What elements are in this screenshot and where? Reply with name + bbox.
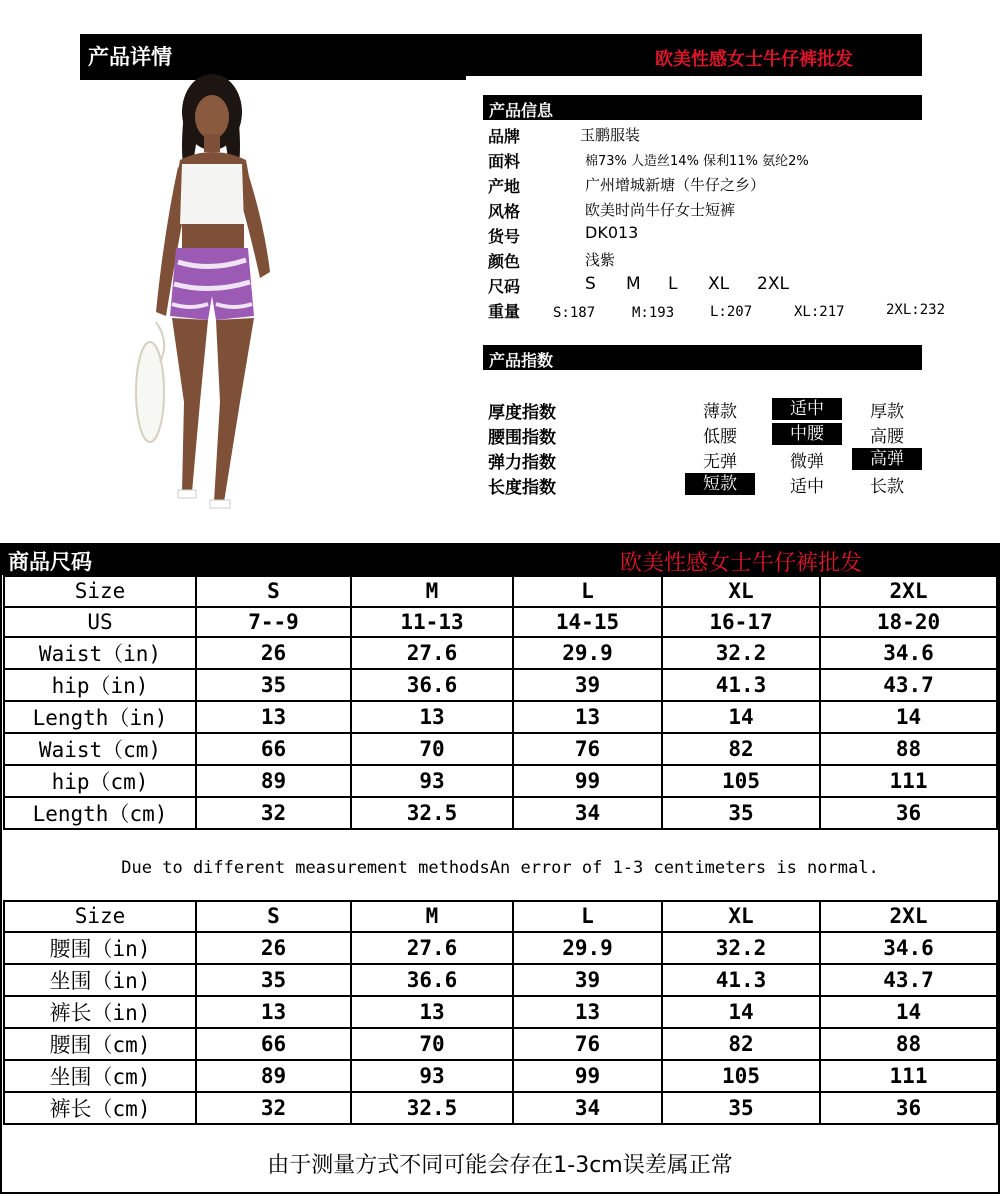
table-cell: S xyxy=(196,576,351,607)
info-label-origin: 产地 xyxy=(488,177,521,196)
table-row xyxy=(4,964,997,996)
table-row-label: 腰围（in) xyxy=(4,932,196,964)
table-cell: 82 xyxy=(662,733,820,765)
table-cell: 43.7 xyxy=(820,964,997,996)
index-option: 无弹 xyxy=(703,452,737,472)
table-cell: XL xyxy=(662,901,820,932)
table-cell: 36 xyxy=(820,1092,997,1124)
info-value-fabric: 棉73% 人造丝14% 保利11% 氨纶2% xyxy=(585,154,809,169)
table-cell: 13 xyxy=(351,996,513,1028)
index-option: 微弹 xyxy=(790,452,824,472)
product-info-bar xyxy=(483,95,922,120)
table-cell: 76 xyxy=(513,733,662,765)
table-cell: 35 xyxy=(662,797,820,829)
size-chart-title: 商品尺码 xyxy=(8,550,92,574)
table-cell: 93 xyxy=(351,765,513,797)
table-row xyxy=(4,765,997,797)
table-row xyxy=(4,1060,997,1092)
weight-xl: XL:217 xyxy=(794,304,845,320)
page-header-bar xyxy=(80,34,922,76)
table-cell: 14 xyxy=(662,701,820,733)
table-cell: 27.6 xyxy=(351,932,513,964)
index-option-selected: 中腰 xyxy=(772,423,842,445)
table-cell: 99 xyxy=(513,765,662,797)
table-row xyxy=(4,797,997,829)
table-cell: 18-20 xyxy=(820,607,997,638)
table-cell: 32.5 xyxy=(351,797,513,829)
table-row-label: Size xyxy=(4,901,196,932)
table-cell: 35 xyxy=(196,964,351,996)
table-cell: 13 xyxy=(513,701,662,733)
info-value-color: 浅紫 xyxy=(585,251,616,269)
weight-m: M:193 xyxy=(632,305,675,321)
table-cell: 66 xyxy=(196,733,351,765)
table-cell: 34 xyxy=(513,797,662,829)
info-label-style: 风格 xyxy=(488,202,521,221)
table-row-label: Size xyxy=(4,576,196,607)
table-cell: 36.6 xyxy=(351,669,513,701)
info-label-fabric: 面料 xyxy=(488,152,521,171)
table-row-label: 裤长（cm) xyxy=(4,1092,196,1124)
table-cell: 14 xyxy=(820,701,997,733)
table-cell: 36.6 xyxy=(351,964,513,996)
index-option: 低腰 xyxy=(703,427,737,447)
table-cell: 2XL xyxy=(820,901,997,932)
table-row-label: hip（in) xyxy=(4,669,196,701)
info-value-brand: 玉鹏服装 xyxy=(580,126,641,144)
size-option-m: M xyxy=(626,274,641,294)
table-cell: 32 xyxy=(196,797,351,829)
table-row xyxy=(4,733,997,765)
table-cell: 111 xyxy=(820,1060,997,1092)
table-cell: 111 xyxy=(820,765,997,797)
weight-l: L:207 xyxy=(710,304,753,320)
table-cell: 93 xyxy=(351,1060,513,1092)
measurement-note-chinese: 由于测量方式不同可能会存在1-3cm误差属正常 xyxy=(267,1153,733,1178)
table-row xyxy=(4,996,997,1028)
table-cell: XL xyxy=(662,576,820,607)
table-cell: 13 xyxy=(351,701,513,733)
table-row xyxy=(4,669,997,701)
table-row-label: Length（in) xyxy=(4,701,196,733)
table-row-label: hip（cm) xyxy=(4,765,196,797)
table-cell: 89 xyxy=(196,765,351,797)
index-label: 长度指数 xyxy=(488,478,556,498)
index-option: 厚款 xyxy=(870,402,904,422)
table-cell: 32.5 xyxy=(351,1092,513,1124)
table-cell: 14-15 xyxy=(513,607,662,638)
table-row-label: Length（cm) xyxy=(4,797,196,829)
table-row-label: Waist（in) xyxy=(4,637,196,669)
table-cell: 34.6 xyxy=(820,637,997,669)
info-label-item-no: 货号 xyxy=(488,227,521,246)
table-cell: 13 xyxy=(513,996,662,1028)
table-cell: 35 xyxy=(196,669,351,701)
product-info-title: 产品信息 xyxy=(489,101,554,120)
table-row xyxy=(4,607,997,638)
table-cell: 43.7 xyxy=(820,669,997,701)
table-cell: 26 xyxy=(196,637,351,669)
size-option-l: L xyxy=(668,274,678,294)
info-value-origin: 广州增城新塘（牛仔之乡） xyxy=(585,176,766,194)
info-value-item-no: DK013 xyxy=(585,223,639,242)
table-cell: 82 xyxy=(662,1028,820,1060)
table-cell: M xyxy=(351,901,513,932)
table-cell: 29.9 xyxy=(513,637,662,669)
index-option-selected: 高弹 xyxy=(852,448,922,470)
index-label: 弹力指数 xyxy=(488,453,556,473)
table-cell: 88 xyxy=(820,733,997,765)
measurement-note-english: Due to different measurement methodsAn error of 1-3 centimeters is normal. xyxy=(121,858,879,878)
index-label: 腰围指数 xyxy=(488,428,556,448)
size-table-english xyxy=(3,575,998,830)
table-row xyxy=(4,637,997,669)
table-cell: 76 xyxy=(513,1028,662,1060)
table-cell: 13 xyxy=(196,996,351,1028)
table-cell: 70 xyxy=(351,1028,513,1060)
table-cell: 32 xyxy=(196,1092,351,1124)
table-row-label: 坐围（in) xyxy=(4,964,196,996)
info-label-brand: 品牌 xyxy=(488,127,521,146)
table-cell: 11-13 xyxy=(351,607,513,638)
table-row-label: US xyxy=(4,607,196,638)
table-cell: 39 xyxy=(513,669,662,701)
index-option: 薄款 xyxy=(703,402,737,422)
table-cell: 27.6 xyxy=(351,637,513,669)
table-cell: S xyxy=(196,901,351,932)
size-option-xl: XL xyxy=(708,274,730,294)
product-index-bar xyxy=(483,345,922,370)
product-model-photo xyxy=(120,72,300,542)
size-chart-bar xyxy=(0,543,1000,575)
size-table-chinese xyxy=(3,900,998,1125)
weight-2xl: 2XL:232 xyxy=(886,302,946,318)
table-cell: 36 xyxy=(820,797,997,829)
info-label-weight: 重量 xyxy=(488,302,521,321)
table-cell: 34.6 xyxy=(820,932,997,964)
info-value-style: 欧美时尚牛仔女士短裤 xyxy=(585,201,736,219)
table-cell: 39 xyxy=(513,964,662,996)
table-cell: 14 xyxy=(820,996,997,1028)
table-cell: 29.9 xyxy=(513,932,662,964)
table-header-row xyxy=(4,901,997,932)
index-option-selected: 短款 xyxy=(685,473,755,495)
table-row xyxy=(4,1092,997,1124)
table-cell: M xyxy=(351,576,513,607)
table-cell: L xyxy=(513,901,662,932)
table-cell: 89 xyxy=(196,1060,351,1092)
table-cell: 41.3 xyxy=(662,964,820,996)
table-cell: 66 xyxy=(196,1028,351,1060)
page-title: 产品详情 xyxy=(88,45,172,69)
table-row xyxy=(4,1028,997,1060)
index-label: 厚度指数 xyxy=(488,403,556,423)
table-cell: 41.3 xyxy=(662,669,820,701)
table-cell: 35 xyxy=(662,1092,820,1124)
table-cell: 14 xyxy=(662,996,820,1028)
table-cell: 32.2 xyxy=(662,932,820,964)
weight-s: S:187 xyxy=(553,305,596,321)
table-row xyxy=(4,932,997,964)
table-cell: 13 xyxy=(196,701,351,733)
table-cell: 26 xyxy=(196,932,351,964)
table-cell: 2XL xyxy=(820,576,997,607)
table-row-label: 腰围（cm) xyxy=(4,1028,196,1060)
index-option: 高腰 xyxy=(870,427,904,447)
table-row-label: 裤长（in) xyxy=(4,996,196,1028)
table-row-label: 坐围（cm) xyxy=(4,1060,196,1092)
table-cell: 7--9 xyxy=(196,607,351,638)
table-cell: 70 xyxy=(351,733,513,765)
table-cell: 105 xyxy=(662,765,820,797)
table-cell: 88 xyxy=(820,1028,997,1060)
product-index-title: 产品指数 xyxy=(489,351,554,370)
table-cell: 32.2 xyxy=(662,637,820,669)
index-option: 长款 xyxy=(870,477,904,497)
index-option: 适中 xyxy=(790,477,824,497)
table-cell: 34 xyxy=(513,1092,662,1124)
table-row xyxy=(4,701,997,733)
info-label-color: 颜色 xyxy=(488,252,521,271)
table-cell: 105 xyxy=(662,1060,820,1092)
table-header-row xyxy=(4,576,997,607)
promo-text: 欧美性感女士牛仔裤批发 xyxy=(655,49,853,70)
size-option-s: S xyxy=(585,274,596,294)
table-cell: 99 xyxy=(513,1060,662,1092)
size-chart-promo: 欧美性感女士牛仔裤批发 xyxy=(620,551,863,576)
index-option-selected: 适中 xyxy=(772,398,842,420)
table-cell: 16-17 xyxy=(662,607,820,638)
info-label-size: 尺码 xyxy=(488,277,521,296)
table-cell: L xyxy=(513,576,662,607)
size-option-2xl: 2XL xyxy=(757,274,789,294)
table-row-label: Waist（cm) xyxy=(4,733,196,765)
